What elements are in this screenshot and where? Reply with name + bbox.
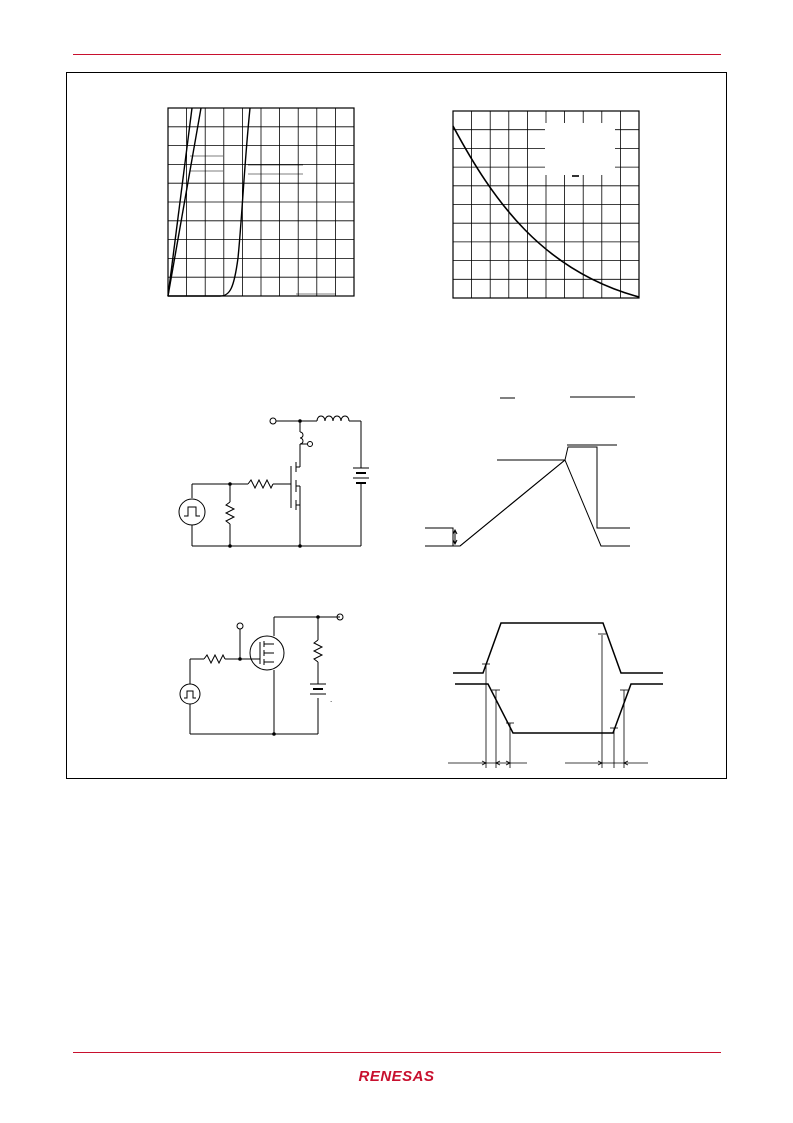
circuit-c xyxy=(176,410,371,552)
waveform-d-current-trace xyxy=(425,460,630,546)
header-rule xyxy=(73,54,721,55)
circuit-c-battery xyxy=(353,468,369,483)
circuit-c-inductor xyxy=(317,416,349,421)
circuit-c-terminal-probe xyxy=(308,442,313,447)
circuit-e-mosfet xyxy=(260,641,274,665)
circuit-e-load-resistor xyxy=(314,640,322,662)
circuit-c-shunt-resistor xyxy=(226,502,234,524)
waveform-f-input-trace xyxy=(453,623,663,673)
waveform-f xyxy=(453,620,665,770)
footer-rule xyxy=(73,1052,721,1053)
circuit-e-battery xyxy=(310,684,326,694)
waveform-d xyxy=(425,390,635,552)
graph-b xyxy=(453,111,639,298)
circuit-c-mosfet xyxy=(291,462,300,546)
circuit-c-gate-resistor xyxy=(248,480,273,488)
circuit-e-pulse-source xyxy=(180,684,200,704)
svg-text:.: . xyxy=(330,695,333,704)
circuit-e-gate-resistor xyxy=(204,655,225,663)
graph-b-legend-box xyxy=(545,123,615,175)
circuit-c-sense-coil xyxy=(300,432,303,444)
renesas-logo: RENESAS xyxy=(358,1068,435,1085)
circuit-e xyxy=(182,612,347,740)
circuit-c-pulse-source xyxy=(179,499,205,525)
circuit-c-terminal-top xyxy=(270,418,276,424)
graph-a xyxy=(168,108,354,296)
circuit-e-terminal-gate xyxy=(237,623,243,629)
